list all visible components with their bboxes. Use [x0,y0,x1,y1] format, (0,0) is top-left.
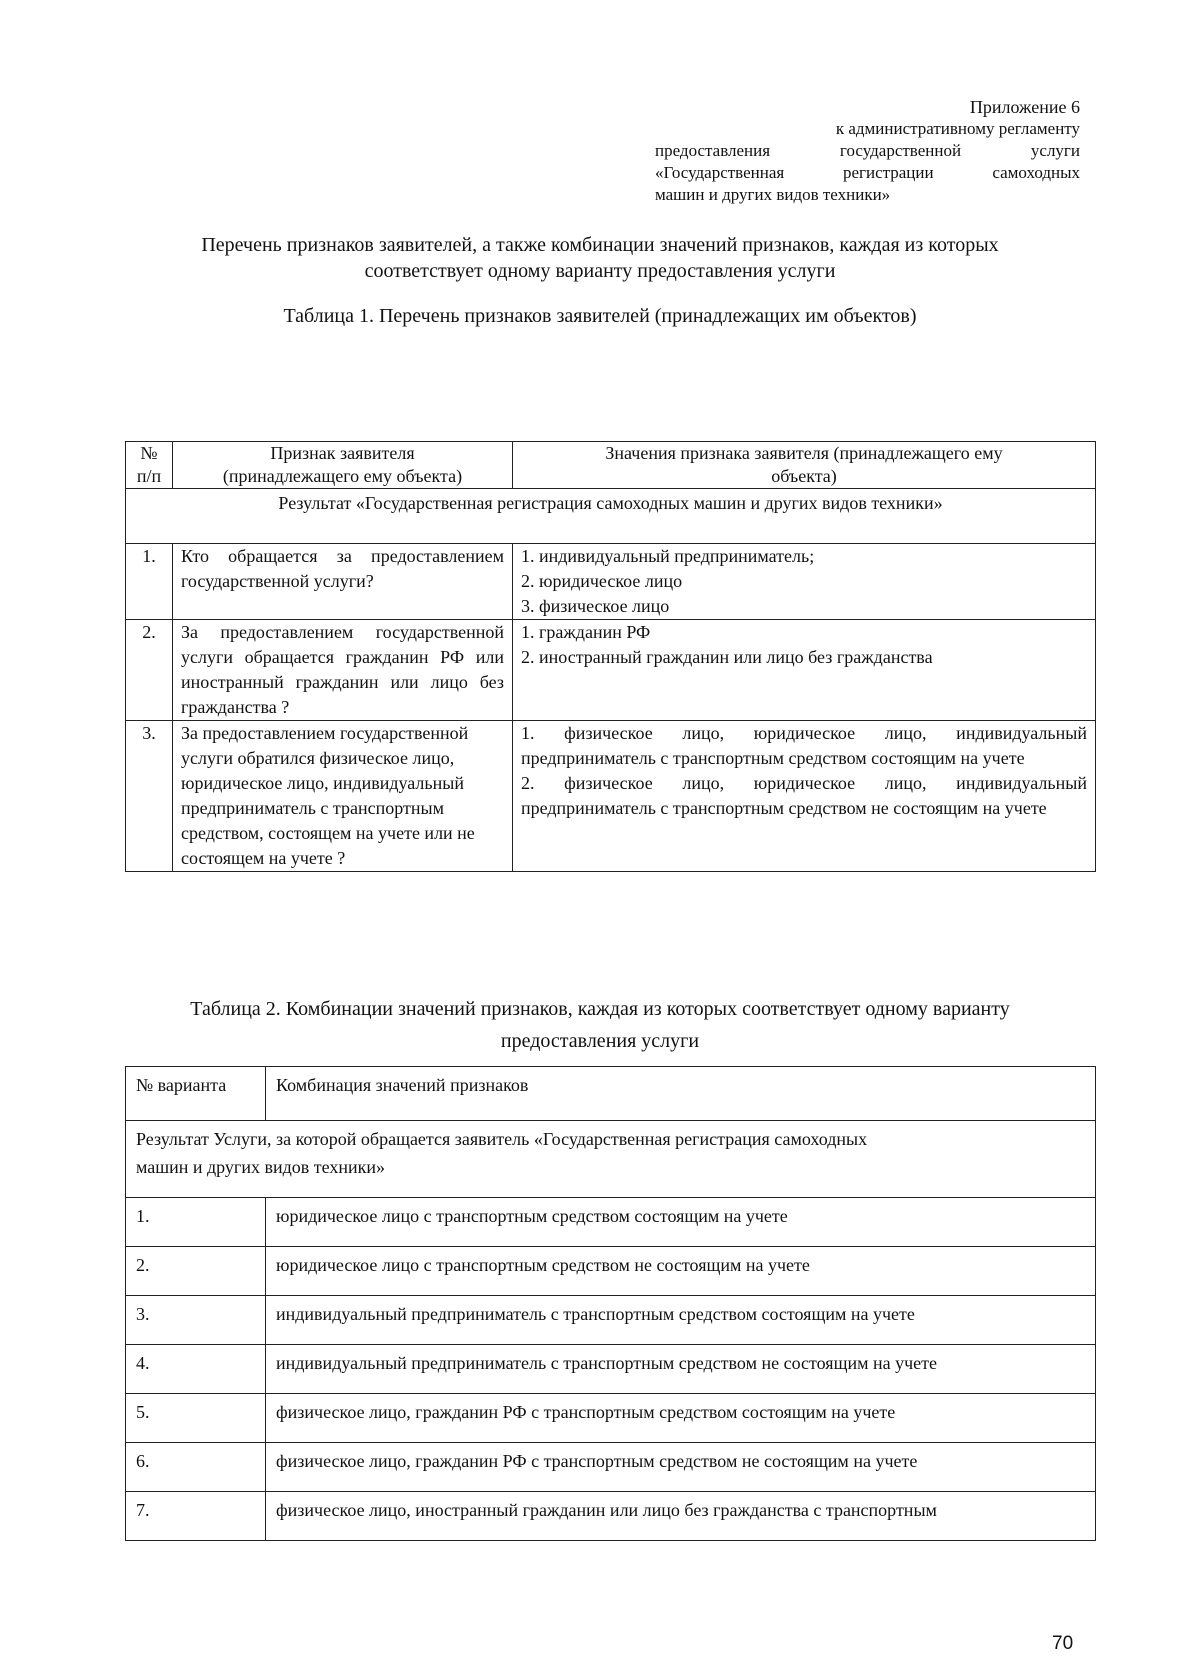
variant-combination: физическое лицо, гражданин РФ с транспортным средством состоящим на учете [266,1394,1096,1443]
header-line: Значения признака заявителя (принадлежащего ему [605,443,1003,463]
document-title-line: соответствует одному варианту предоставления услуги [364,260,836,282]
variant-number: 4. [126,1345,266,1394]
table-row [126,1296,1096,1345]
variant-number: 1. [126,1198,266,1247]
appendix-line: к административному регламенту [835,119,1080,138]
row-values [513,620,1096,721]
table1-header-sign [173,442,513,489]
table2 [125,1066,1096,1541]
variant-number: 3. [126,1296,266,1345]
row-number: 2. [126,620,173,721]
table2-result [126,1121,1096,1198]
table2-header-row [126,1067,1096,1121]
table2-result-line: машин и других видов техники» [136,1157,386,1177]
document-title-line: Перечень признаков заявителей, а также комбинации значений признаков, каждая из которых [201,234,999,256]
header-line: (принадлежащего ему объекта) [222,466,463,486]
value-item: 1. физическое лицо, юридическое лицо, индивидуальный предприниматель с транспортным средством состоящим на учете [521,723,1087,768]
row-number: 3. [126,721,173,872]
value-item: 2. юридическое лицо [521,571,683,591]
variant-number: 7. [126,1492,266,1541]
row-values [513,721,1096,872]
value-item: 3. физическое лицо [521,596,670,616]
document-title [120,232,1080,284]
table-row [126,721,1096,872]
row-question: Кто обращается за предоставлением государственной услуги? [173,544,513,620]
table2-header-combination: Комбинация значений признаков [266,1067,1096,1121]
table1-result: Результат «Государственная регистрация самоходных машин и других видов техники» [126,489,1096,544]
table1-header-values [513,442,1096,489]
header-line: Признак заявителя [270,443,415,463]
page-number: 70 [1052,1633,1074,1654]
table-row [126,1443,1096,1492]
table2-result-line: Результат Услуги, за которой обращается заявитель «Государственная регистрация самоходных [136,1129,868,1149]
row-question: За предоставлением государственной услуги обратился физическое лицо, юридическое лицо, индивидуальный предприниматель с транспортным средством, состоящем на учете или не состоящем на учете ? [173,721,513,872]
value-item: 2. иностранный гражданин или лицо без гражданства [521,647,933,667]
value-item: 1. гражданин РФ [521,622,651,642]
value-item: 2. физическое лицо, юридическое лицо, индивидуальный предприниматель с транспортным средством не состоящим на учете [521,773,1087,818]
appendix-line: предоставления государственной услуги [655,141,1080,160]
header-line: объекта) [771,466,837,486]
appendix-line: машин и других видов техники» [655,185,891,204]
appendix-title: Приложение 6 [969,97,1080,117]
table-row [126,1394,1096,1443]
variant-combination: юридическое лицо с транспортным средством состоящим на учете [266,1198,1096,1247]
table2-caption-line: Таблица 2. Комбинации значений признаков, каждая из которых соответствует одному варианту [190,998,1010,1020]
table-row [126,544,1096,620]
table2-caption [120,993,1080,1057]
table-row [126,1345,1096,1394]
table-row [126,1247,1096,1296]
header-line: п/п [136,466,162,486]
table1-header-num [126,442,173,489]
variant-number: 2. [126,1247,266,1296]
table-row [126,620,1096,721]
appendix-header [655,96,1080,206]
table1-result-row [126,489,1096,544]
table-row [126,1198,1096,1247]
variant-combination: физическое лицо, гражданин РФ с транспортным средством не состоящим на учете [266,1443,1096,1492]
table2-result-row [126,1121,1096,1198]
table1-header-row [126,442,1096,489]
row-number: 1. [126,544,173,620]
row-values [513,544,1096,620]
value-item: 1. индивидуальный предприниматель; [521,546,815,566]
appendix-line: «Государственная регистрации самоходных [655,163,1080,182]
variant-combination: индивидуальный предприниматель с транспортным средством не состоящим на учете [266,1345,1096,1394]
table2-header-variant: № варианта [126,1067,266,1121]
variant-combination: юридическое лицо с транспортным средством не состоящим на учете [266,1247,1096,1296]
variant-combination: индивидуальный предприниматель с транспортным средством состоящим на учете [266,1296,1096,1345]
variant-combination: физическое лицо, иностранный гражданин или лицо без гражданства с транспортным [266,1492,1096,1541]
table1-caption: Таблица 1. Перечень признаков заявителей (принадлежащих им объектов) [283,305,917,327]
table2-caption-line: предоставления услуги [500,1030,700,1052]
row-question: За предоставлением государственной услуги обращается гражданин РФ или иностранный гражданин или лицо без гражданства ? [173,620,513,721]
table-row [126,1492,1096,1541]
table1 [125,441,1096,872]
header-line: № [140,443,158,463]
variant-number: 6. [126,1443,266,1492]
variant-number: 5. [126,1394,266,1443]
